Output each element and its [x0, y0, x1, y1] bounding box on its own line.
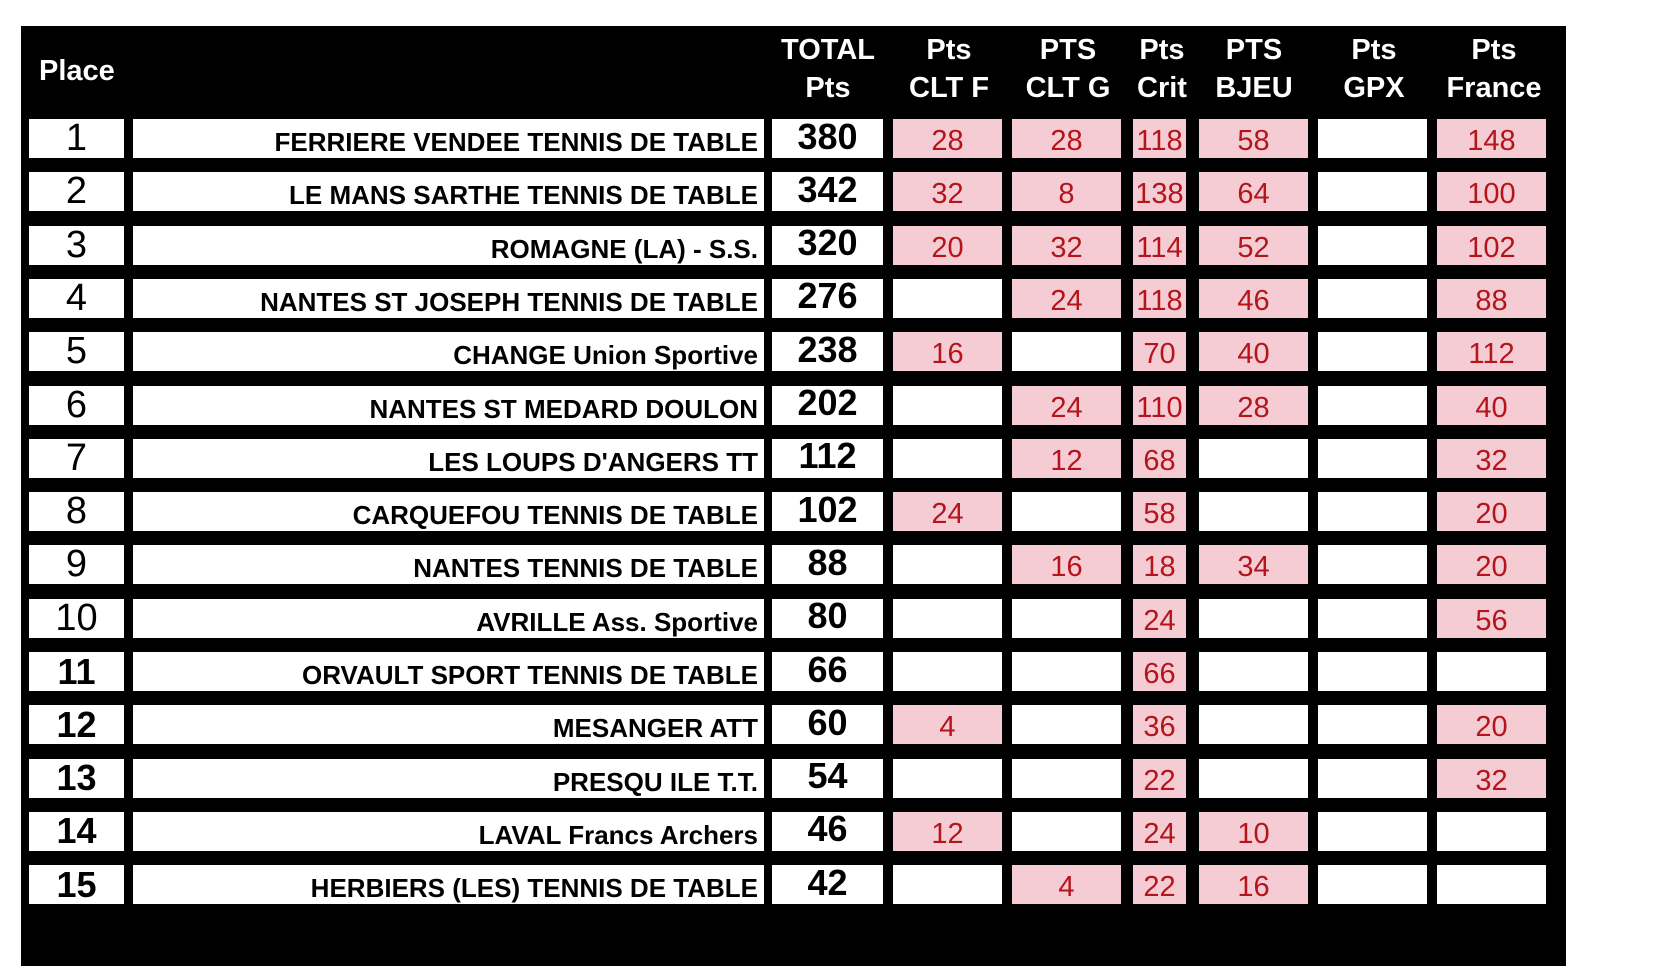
standings-table [21, 26, 1566, 966]
cell-france: 112 [1434, 329, 1549, 374]
table-row [21, 272, 1566, 325]
cell-total: 66 [769, 649, 886, 694]
table-row [21, 112, 1566, 165]
cell-clt-f [890, 862, 1005, 907]
cell-crit: 24 [1130, 809, 1189, 854]
cell-crit: 24 [1130, 596, 1189, 641]
cell-gpx [1315, 649, 1430, 694]
cell-gpx [1315, 436, 1430, 481]
cell-total: 276 [769, 276, 886, 321]
cell-clt-f [890, 649, 1005, 694]
cell-club: NANTES ST JOSEPH TENNIS DE TABLE [130, 276, 767, 321]
header-gpx-line1: Pts [1351, 34, 1397, 66]
cell-clt-f [890, 383, 1005, 428]
cell-total: 238 [769, 329, 886, 374]
header-france-line1: Pts [1471, 34, 1517, 66]
cell-crit: 70 [1130, 329, 1189, 374]
cell-place: 7 [26, 436, 127, 481]
cell-gpx [1315, 756, 1430, 801]
cell-bjeu [1196, 756, 1311, 801]
cell-gpx [1315, 862, 1430, 907]
cell-crit: 114 [1130, 223, 1189, 268]
cell-crit: 58 [1130, 489, 1189, 534]
header-clt-g [1009, 26, 1127, 112]
table-row [21, 219, 1566, 272]
cell-club: LE MANS SARTHE TENNIS DE TABLE [130, 169, 767, 214]
cell-crit: 110 [1130, 383, 1189, 428]
cell-bjeu: 64 [1196, 169, 1311, 214]
cell-place: 14 [26, 809, 127, 854]
header-bjeu-line1: PTS [1225, 34, 1283, 66]
cell-france: 32 [1434, 756, 1549, 801]
cell-place: 3 [26, 223, 127, 268]
cell-place: 9 [26, 542, 127, 587]
cell-clt-f: 28 [890, 116, 1005, 161]
table-row [21, 752, 1566, 805]
header-gpx-line2: GPX [1343, 72, 1405, 104]
cell-total: 202 [769, 383, 886, 428]
cell-club: HERBIERS (LES) TENNIS DE TABLE [130, 862, 767, 907]
cell-france: 20 [1434, 489, 1549, 534]
header-clt-f-line1: Pts [926, 34, 972, 66]
cell-clt-f: 32 [890, 169, 1005, 214]
cell-crit: 36 [1130, 702, 1189, 747]
table-row [21, 592, 1566, 645]
cell-clt-g: 16 [1009, 542, 1124, 587]
cell-clt-f: 16 [890, 329, 1005, 374]
header-france-line2: France [1446, 72, 1542, 104]
cell-france: 100 [1434, 169, 1549, 214]
table-row [21, 379, 1566, 432]
cell-gpx [1315, 596, 1430, 641]
cell-place: 1 [26, 116, 127, 161]
cell-clt-g: 28 [1009, 116, 1124, 161]
cell-france: 56 [1434, 596, 1549, 641]
cell-clt-f [890, 596, 1005, 641]
cell-clt-g [1009, 649, 1124, 694]
cell-crit: 22 [1130, 756, 1189, 801]
header-total-line1: TOTAL [781, 34, 875, 66]
cell-total: 60 [769, 702, 886, 747]
header-place [21, 26, 129, 112]
cell-crit: 138 [1130, 169, 1189, 214]
header-crit-line2: Crit [1137, 72, 1187, 104]
cell-clt-f: 4 [890, 702, 1005, 747]
cell-gpx [1315, 702, 1430, 747]
header-clt-g-line1: PTS [1039, 34, 1097, 66]
header-gpx [1315, 26, 1433, 112]
header-clt-f-line2: CLT F [909, 72, 989, 104]
cell-total: 42 [769, 862, 886, 907]
cell-clt-f: 20 [890, 223, 1005, 268]
cell-total: 80 [769, 596, 886, 641]
cell-clt-f [890, 756, 1005, 801]
table-row [21, 538, 1566, 591]
cell-clt-g: 12 [1009, 436, 1124, 481]
cell-place: 4 [26, 276, 127, 321]
cell-clt-f [890, 542, 1005, 587]
cell-club: ORVAULT SPORT TENNIS DE TABLE [130, 649, 767, 694]
cell-total: 342 [769, 169, 886, 214]
cell-clt-g [1009, 329, 1124, 374]
cell-place: 5 [26, 329, 127, 374]
cell-total: 112 [769, 436, 886, 481]
table-row [21, 858, 1566, 911]
cell-clt-g [1009, 756, 1124, 801]
header-bjeu [1195, 26, 1313, 112]
cell-clt-f: 12 [890, 809, 1005, 854]
cell-gpx [1315, 383, 1430, 428]
cell-place: 2 [26, 169, 127, 214]
cell-total: 46 [769, 809, 886, 854]
cell-crit: 66 [1130, 649, 1189, 694]
cell-france: 20 [1434, 702, 1549, 747]
cell-place: 13 [26, 756, 127, 801]
cell-club: PRESQU ILE T.T. [130, 756, 767, 801]
cell-crit: 22 [1130, 862, 1189, 907]
cell-gpx [1315, 329, 1430, 374]
cell-bjeu [1196, 649, 1311, 694]
cell-clt-g [1009, 489, 1124, 534]
table-row [21, 698, 1566, 751]
cell-place: 11 [26, 649, 127, 694]
cell-france [1434, 649, 1549, 694]
cell-place: 15 [26, 862, 127, 907]
cell-total: 102 [769, 489, 886, 534]
cell-france: 88 [1434, 276, 1549, 321]
header-clt-g-line2: CLT G [1025, 72, 1111, 104]
cell-clt-g: 8 [1009, 169, 1124, 214]
cell-bjeu [1196, 596, 1311, 641]
cell-clt-f [890, 436, 1005, 481]
cell-bjeu [1196, 489, 1311, 534]
cell-total: 88 [769, 542, 886, 587]
cell-bjeu [1196, 436, 1311, 481]
cell-bjeu: 16 [1196, 862, 1311, 907]
header-total [769, 26, 887, 112]
cell-france: 20 [1434, 542, 1549, 587]
cell-clt-g: 32 [1009, 223, 1124, 268]
header-france [1435, 26, 1553, 112]
cell-clt-g: 24 [1009, 383, 1124, 428]
cell-place: 6 [26, 383, 127, 428]
table-header [21, 26, 1566, 112]
cell-club: NANTES ST MEDARD DOULON [130, 383, 767, 428]
cell-clt-g [1009, 809, 1124, 854]
header-clt-f [889, 26, 1009, 112]
cell-gpx [1315, 542, 1430, 587]
cell-clt-g [1009, 596, 1124, 641]
table-row [21, 165, 1566, 218]
header-total-line2: Pts [805, 72, 851, 104]
cell-total: 320 [769, 223, 886, 268]
table-row [21, 645, 1566, 698]
cell-gpx [1315, 116, 1430, 161]
cell-france: 102 [1434, 223, 1549, 268]
cell-france: 40 [1434, 383, 1549, 428]
cell-gpx [1315, 276, 1430, 321]
header-place-label: Place [39, 55, 115, 87]
cell-crit: 118 [1130, 116, 1189, 161]
cell-bjeu: 10 [1196, 809, 1311, 854]
cell-gpx [1315, 169, 1430, 214]
cell-bjeu: 58 [1196, 116, 1311, 161]
cell-club: LES LOUPS D'ANGERS TT [130, 436, 767, 481]
table-row [21, 485, 1566, 538]
cell-club: LAVAL Francs Archers [130, 809, 767, 854]
cell-bjeu: 46 [1196, 276, 1311, 321]
cell-clt-g: 4 [1009, 862, 1124, 907]
cell-club: CARQUEFOU TENNIS DE TABLE [130, 489, 767, 534]
cell-club: CHANGE Union Sportive [130, 329, 767, 374]
cell-crit: 118 [1130, 276, 1189, 321]
cell-place: 12 [26, 702, 127, 747]
cell-bjeu: 28 [1196, 383, 1311, 428]
cell-club: FERRIERE VENDEE TENNIS DE TABLE [130, 116, 767, 161]
table-row [21, 325, 1566, 378]
table-row [21, 432, 1566, 485]
cell-club: NANTES TENNIS DE TABLE [130, 542, 767, 587]
header-crit-line1: Pts [1139, 34, 1185, 66]
header-bjeu-line2: BJEU [1215, 72, 1293, 104]
cell-place: 8 [26, 489, 127, 534]
cell-clt-g: 24 [1009, 276, 1124, 321]
cell-bjeu: 34 [1196, 542, 1311, 587]
cell-bjeu: 40 [1196, 329, 1311, 374]
cell-clt-f [890, 276, 1005, 321]
cell-total: 54 [769, 756, 886, 801]
cell-crit: 68 [1130, 436, 1189, 481]
cell-club: MESANGER ATT [130, 702, 767, 747]
cell-bjeu [1196, 702, 1311, 747]
cell-total: 380 [769, 116, 886, 161]
cell-place: 10 [26, 596, 127, 641]
cell-club: ROMAGNE (LA) - S.S. [130, 223, 767, 268]
cell-france [1434, 809, 1549, 854]
cell-gpx [1315, 809, 1430, 854]
cell-france: 32 [1434, 436, 1549, 481]
cell-bjeu: 52 [1196, 223, 1311, 268]
cell-france: 148 [1434, 116, 1549, 161]
cell-crit: 18 [1130, 542, 1189, 587]
cell-clt-f: 24 [890, 489, 1005, 534]
cell-club: AVRILLE Ass. Sportive [130, 596, 767, 641]
cell-gpx [1315, 489, 1430, 534]
cell-france [1434, 862, 1549, 907]
header-crit [1129, 26, 1195, 112]
cell-gpx [1315, 223, 1430, 268]
cell-clt-g [1009, 702, 1124, 747]
table-row [21, 805, 1566, 858]
